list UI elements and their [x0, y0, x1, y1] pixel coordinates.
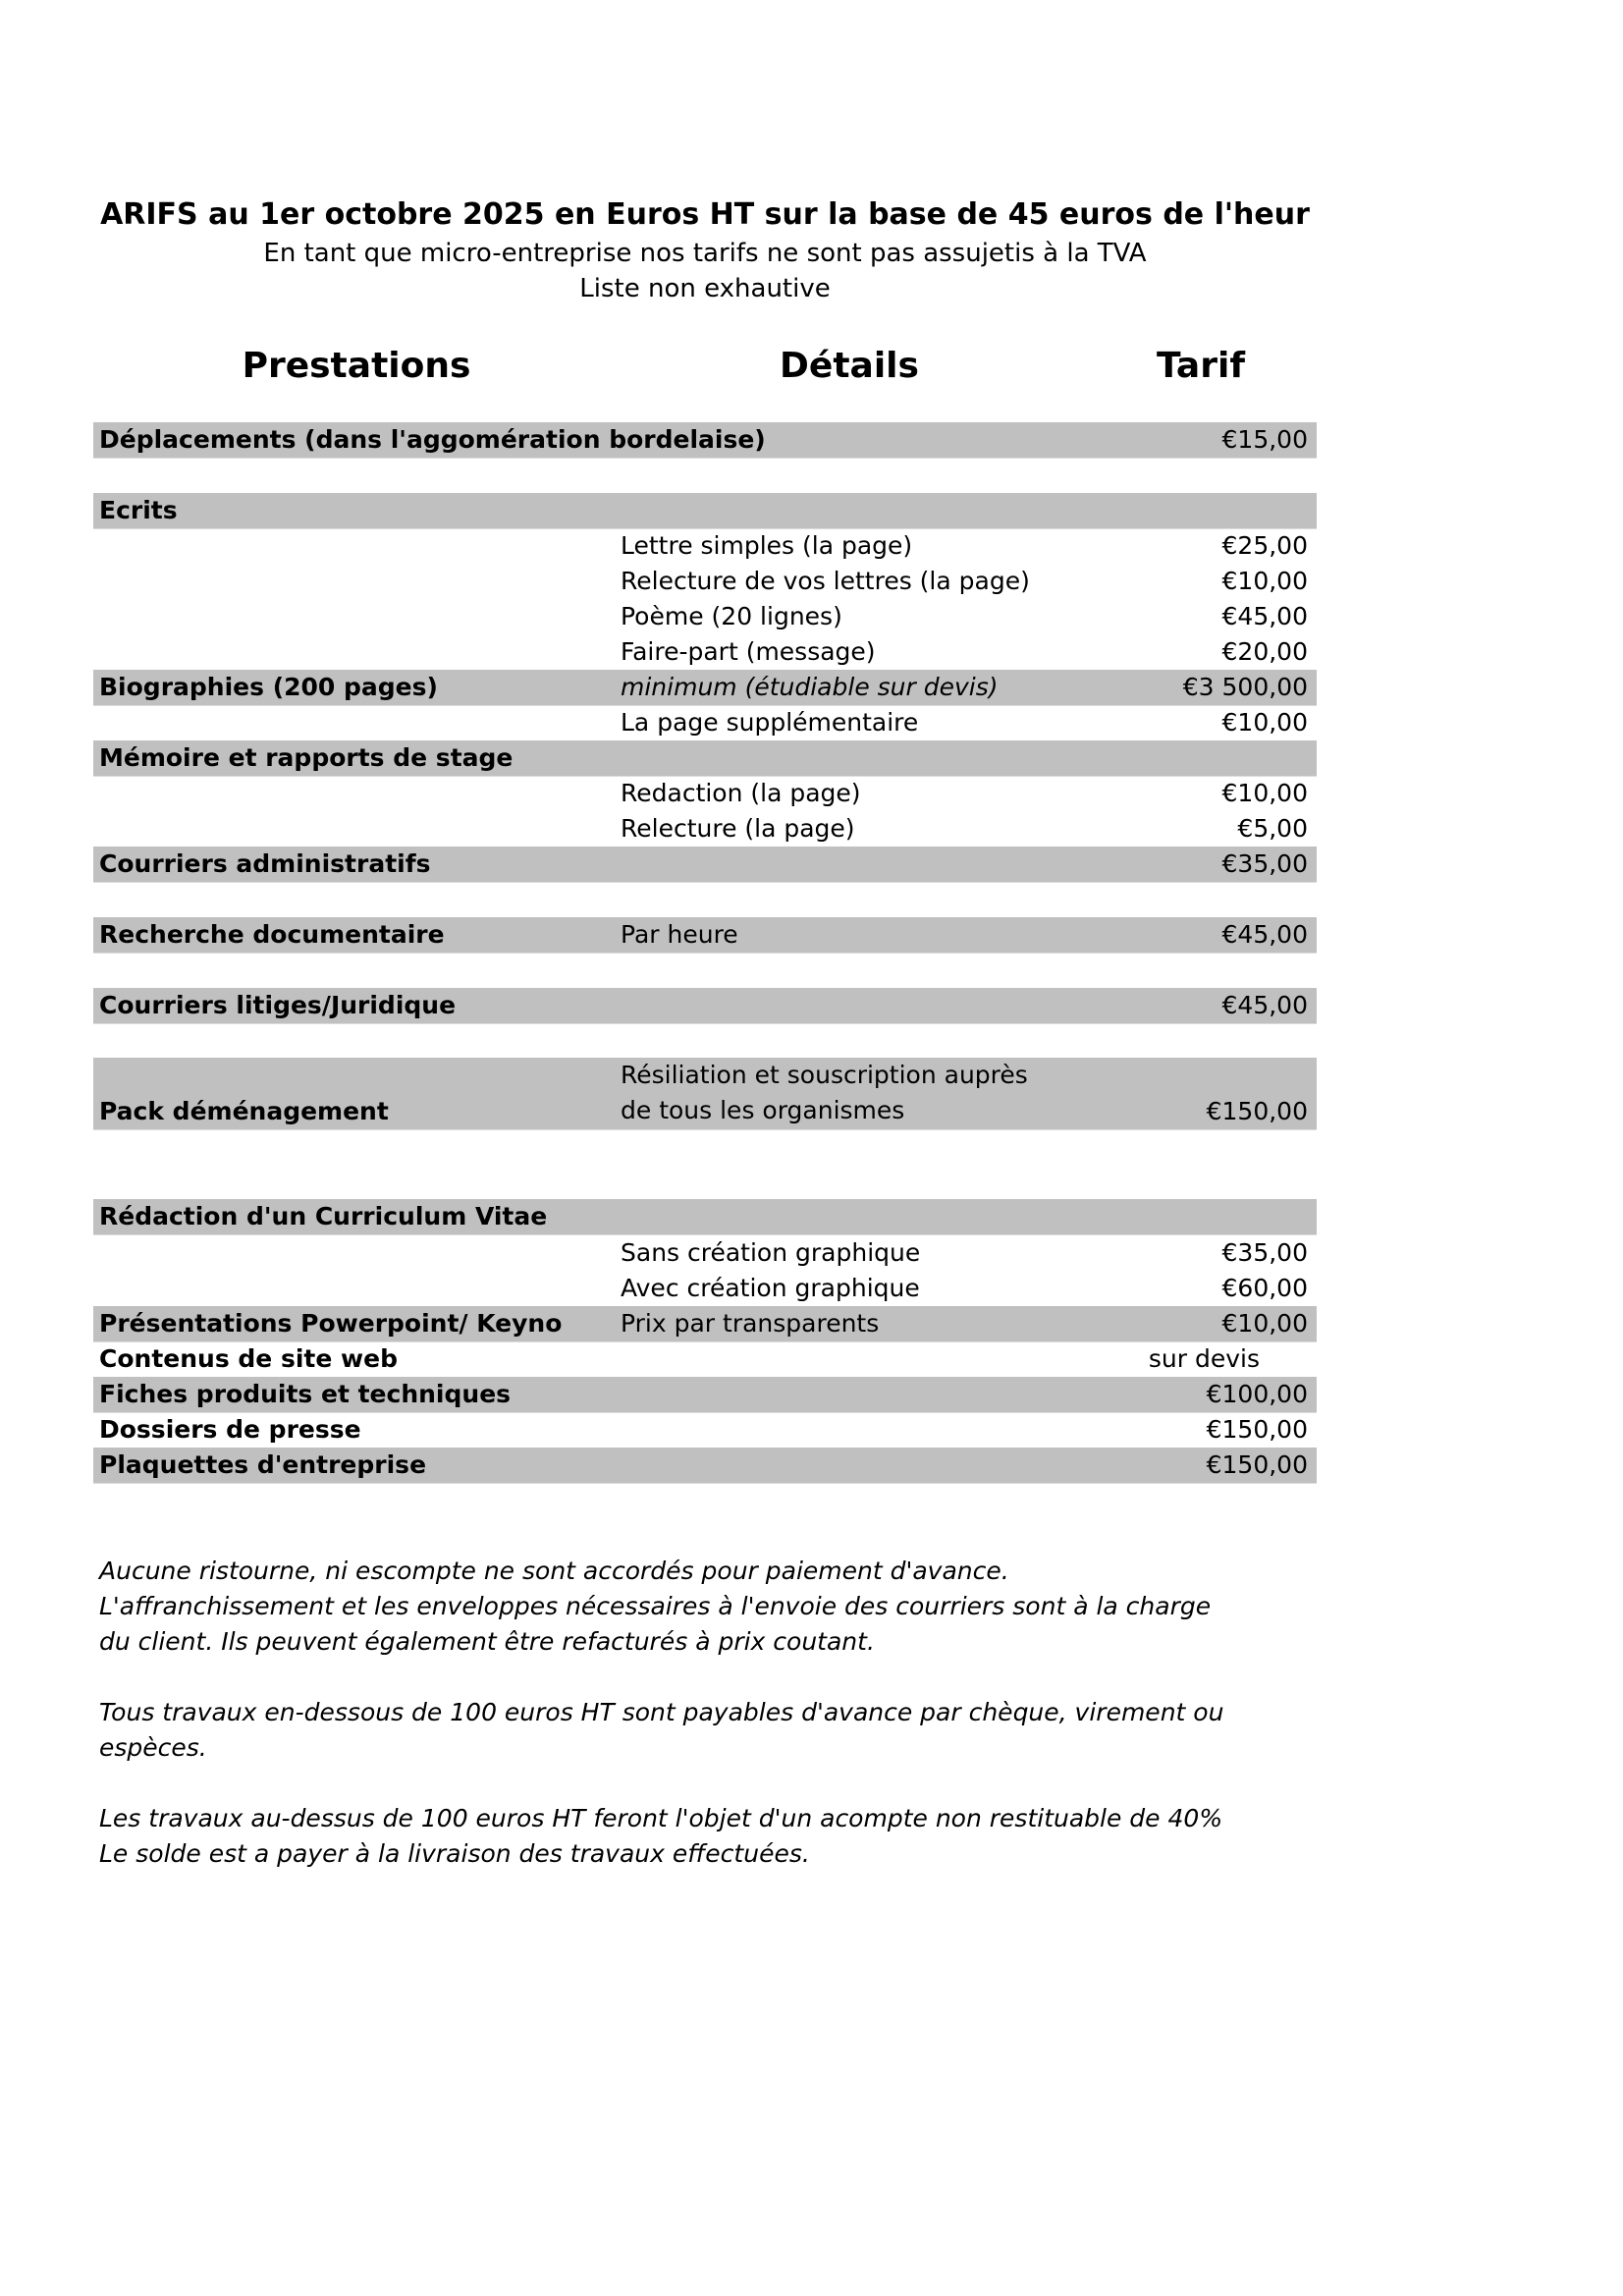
column-header-prestations: Prestations [242, 346, 471, 386]
tarif-cell: €3 500,00 [1182, 673, 1308, 701]
table-row [93, 776, 1317, 811]
detail-line: de tous les organismes [621, 1096, 905, 1124]
table-row [93, 1412, 1317, 1448]
prestation-cell: Ecrits [99, 496, 178, 524]
prestation-cell: Fiches produits et techniques [99, 1380, 512, 1408]
table-row [93, 1199, 1317, 1235]
tarif-cell: €10,00 [1221, 708, 1308, 737]
tarif-cell: €35,00 [1221, 1238, 1308, 1267]
note-line: Aucune ristourne, ni escompte ne sont accordés pour paiement d'avance. [99, 1557, 1009, 1585]
tarif-cell: €60,00 [1221, 1274, 1308, 1302]
prestation-cell: Plaquettes d'entreprise [99, 1450, 427, 1479]
tarif-cell: €15,00 [1221, 425, 1308, 454]
tarif-cell: €5,00 [1237, 814, 1308, 843]
prestation-cell: Contenus de site web [99, 1344, 398, 1373]
note-line: espèces. [99, 1733, 207, 1762]
note-line: Le solde est a payer à la livraison des travaux effectuées. [99, 1839, 810, 1868]
prestation-cell: Biographies (200 pages) [99, 673, 438, 701]
table-row [93, 988, 1317, 1024]
tarif-cell: €25,00 [1221, 531, 1308, 560]
note-line: L'affranchissement et les enveloppes nécessaires à l'envoie des courriers sont à la charge [99, 1592, 1212, 1620]
detail-cell: Par heure [621, 920, 738, 949]
tarif-cell: €10,00 [1221, 567, 1308, 595]
prestation-cell: Pack déménagement [99, 1097, 389, 1125]
tarif-cell: €100,00 [1206, 1380, 1308, 1408]
tarif-cell: €20,00 [1221, 637, 1308, 666]
table-row [93, 811, 1317, 847]
detail-cell: La page supplémentaire [621, 708, 919, 737]
tarif-cell: €45,00 [1221, 991, 1308, 1019]
detail-cell: Sans création graphique [621, 1238, 921, 1267]
list-note: Liste non exhautive [579, 274, 831, 303]
tarif-cell: €10,00 [1221, 779, 1308, 807]
detail-line: Résiliation et souscription auprès [621, 1061, 1028, 1089]
vat-notice: En tant que micro-entreprise nos tarifs ne sont pas assujetis à la TVA [263, 239, 1147, 268]
table-row [93, 1377, 1317, 1413]
detail-cell: Lettre simples (la page) [621, 531, 913, 560]
table-row [93, 493, 1317, 529]
table-row [93, 1058, 1317, 1130]
prestation-cell: Courriers litiges/Juridique [99, 991, 457, 1019]
table-row [93, 847, 1317, 883]
note-paragraph-discount [99, 1554, 1376, 1660]
table-row [93, 705, 1317, 740]
tarif-cell: €45,00 [1221, 602, 1308, 630]
prestation-cell: Mémoire et rapports de stage [99, 743, 514, 772]
prestation-cell: Courriers administratifs [99, 849, 431, 878]
page-title: ARIFS au 1er octobre 2025 en Euros HT sur la base de 45 euros de l'heur [100, 197, 1310, 232]
table-row [93, 670, 1317, 706]
tarif-cell: €150,00 [1206, 1415, 1308, 1444]
tarif-cell: €150,00 [1206, 1450, 1308, 1479]
table-row [93, 1306, 1317, 1342]
column-header-details: Détails [780, 346, 919, 386]
detail-cell: Faire-part (message) [621, 637, 876, 666]
detail-cell: Avec création graphique [621, 1274, 920, 1302]
note-paragraph-deposit [99, 1801, 1376, 1872]
tarif-cell: €45,00 [1221, 920, 1308, 949]
table-row [93, 1341, 1317, 1377]
prestation-cell: Recherche documentaire [99, 920, 445, 949]
tarif-cell: €150,00 [1206, 1097, 1308, 1125]
detail-cell: minimum (étudiable sur devis) [621, 673, 999, 701]
table-row [93, 422, 1317, 459]
table-row [93, 599, 1317, 634]
detail-cell: Redaction (la page) [621, 779, 861, 807]
table-row [93, 564, 1317, 599]
tarif-cell: €10,00 [1221, 1309, 1308, 1338]
detail-cell: Relecture (la page) [621, 814, 855, 843]
terms-notes [99, 1554, 1376, 1907]
detail-cell: Relecture de vos lettres (la page) [621, 567, 1030, 595]
note-paragraph-prepayment [99, 1695, 1376, 1766]
note-line: du client. Ils peuvent également être refacturés à prix coutant. [99, 1627, 875, 1656]
table-row [93, 1235, 1317, 1271]
tarif-cell: sur devis [1148, 1344, 1260, 1373]
table-row [93, 917, 1317, 954]
table-row [93, 528, 1317, 564]
column-header-tarif: Tarif [1157, 346, 1245, 386]
detail-cell: Prix par transparents [621, 1309, 880, 1338]
prestation-cell: Dossiers de presse [99, 1415, 361, 1444]
table-row [93, 1448, 1317, 1484]
table-row [93, 740, 1317, 777]
tarif-cell: €35,00 [1221, 849, 1308, 878]
table-row [93, 634, 1317, 670]
note-line: Les travaux au-dessus de 100 euros HT feront l'objet d'un acompte non restituable de 40% [99, 1804, 1223, 1832]
note-line: Tous travaux en-dessous de 100 euros HT sont payables d'avance par chèque, virement ou [99, 1698, 1224, 1726]
prestation-cell: Présentations Powerpoint/ Keyno [99, 1309, 563, 1338]
detail-cell: Poème (20 lignes) [621, 602, 842, 630]
prestation-cell: Rédaction d'un Curriculum Vitae [99, 1202, 548, 1230]
prestation-cell: Déplacements (dans l'aggomération bordelaise) [99, 425, 766, 454]
table-row [93, 1271, 1317, 1306]
